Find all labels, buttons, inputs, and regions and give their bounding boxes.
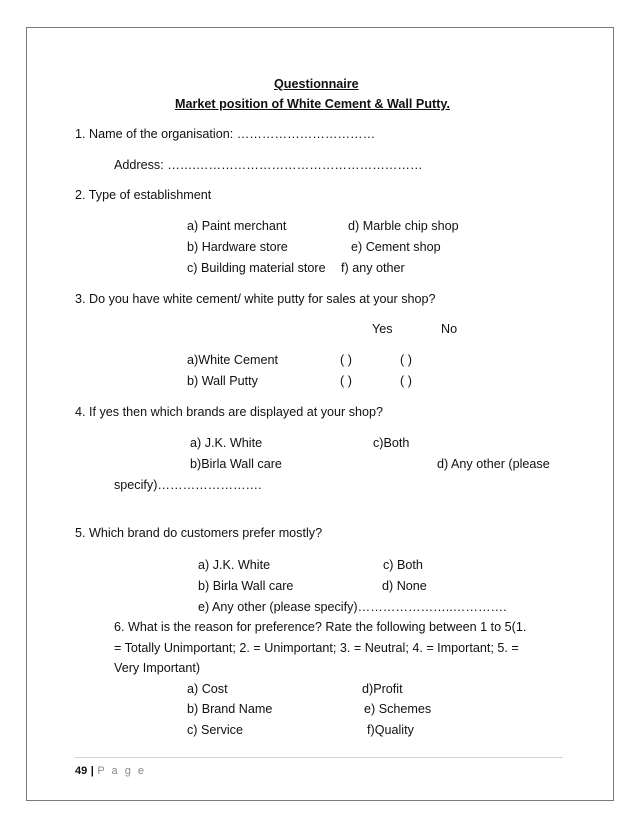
q6-option-c: c) Service xyxy=(187,723,243,737)
q2-option-e: e) Cement shop xyxy=(351,240,441,254)
q6-option-f: f)Quality xyxy=(367,723,414,737)
question-1-address: Address: …….……………………………………………… xyxy=(114,158,423,172)
page-title: Questionnaire xyxy=(274,77,359,91)
q5-option-e: e) Any other (please specify)…………………..…………. xyxy=(198,600,507,614)
page-separator: | xyxy=(90,765,94,777)
question-6-line-1: 6. What is the reason for preference? Rate the following between 1 to 5(1. xyxy=(114,620,527,634)
q5-option-d: d) None xyxy=(382,579,427,593)
q5-option-c: c) Both xyxy=(383,558,423,572)
q3-no-header: No xyxy=(441,322,458,336)
q4-option-d-cont: specify)……………………. xyxy=(114,478,262,492)
q4-option-b: b)Birla Wall care xyxy=(190,457,282,471)
q3-row-white-cement-no: ( ) xyxy=(400,353,412,367)
q2-option-a: a) Paint merchant xyxy=(187,219,287,233)
q4-option-c: c)Both xyxy=(373,436,410,450)
q6-option-a: a) Cost xyxy=(187,682,228,696)
q4-option-d: d) Any other (please xyxy=(437,457,550,471)
q4-option-a: a) J.K. White xyxy=(190,436,263,450)
q3-row-white-cement: a)White Cement xyxy=(187,353,278,367)
question-1: 1. Name of the organisation: …………………………… xyxy=(75,127,376,141)
page-subtitle: Market position of White Cement & Wall Putty. xyxy=(175,97,450,111)
q6-option-b: b) Brand Name xyxy=(187,702,273,716)
page-footer xyxy=(75,762,146,779)
page-number: 49 xyxy=(75,765,88,777)
q6-option-e: e) Schemes xyxy=(364,702,432,716)
q3-row-wall-putty-yes: ( ) xyxy=(340,374,352,388)
q2-option-b: b) Hardware store xyxy=(187,240,288,254)
q5-option-b: b) Birla Wall care xyxy=(198,579,294,593)
q2-option-d: d) Marble chip shop xyxy=(348,219,459,233)
q6-option-d: d)Profit xyxy=(362,682,403,696)
page-label: P a g e xyxy=(97,765,146,777)
question-6-line-2: = Totally Unimportant; 2. = Unimportant; 3. = Neutral; 4. = Important; 5. = xyxy=(114,641,519,655)
q3-row-wall-putty-no: ( ) xyxy=(400,374,412,388)
question-3: 3. Do you have white cement/ white putty for sales at your shop? xyxy=(75,292,436,306)
q2-option-c: c) Building material store xyxy=(187,261,326,275)
q3-row-wall-putty: b) Wall Putty xyxy=(187,374,258,388)
footer-rule xyxy=(75,757,563,758)
q5-option-a: a) J.K. White xyxy=(198,558,271,572)
q2-option-f: f) any other xyxy=(341,261,405,275)
question-2: 2. Type of establishment xyxy=(75,188,212,202)
question-5: 5. Which brand do customers prefer mostly? xyxy=(75,526,323,540)
q3-row-white-cement-yes: ( ) xyxy=(340,353,352,367)
q3-yes-header: Yes xyxy=(372,322,393,336)
question-6-line-3: Very Important) xyxy=(114,661,201,675)
question-4: 4. If yes then which brands are displayed at your shop? xyxy=(75,405,384,419)
